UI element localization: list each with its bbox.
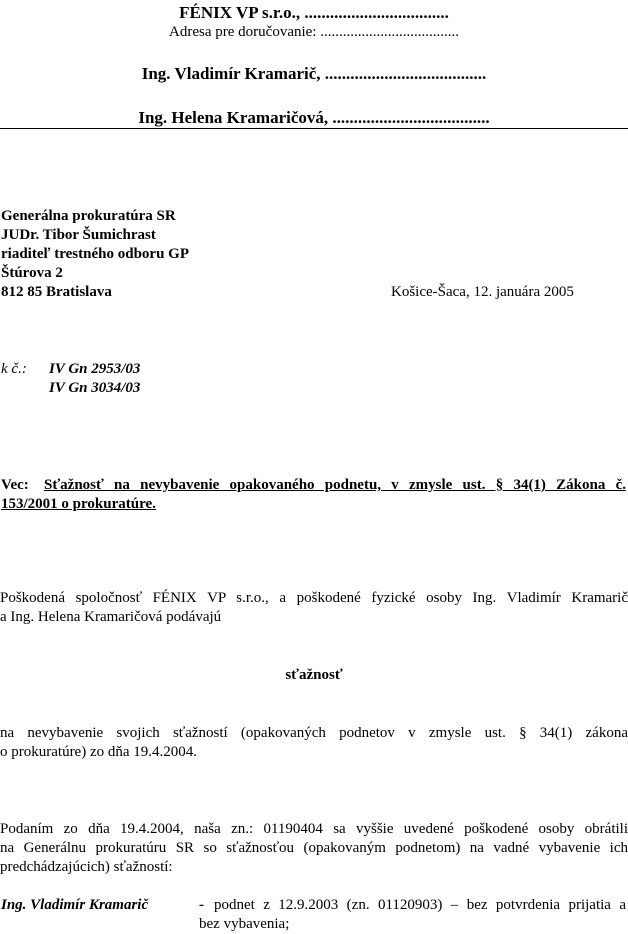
- company-header: FÉNIX VP s.r.o., ..................................: [179, 3, 449, 22]
- subject-text-line1: Sťažnosť na nevybavenie opakovaného podnetu, v zmysle ust. § 34(1) Zákona č.: [44, 477, 626, 493]
- paragraph-history-line2: na Generálnu prokuratúru SR so sťažnosťou (opakovaným podnetom) na vadné vybavenie ich: [0, 840, 628, 856]
- complaint-heading: sťažnosť: [285, 667, 343, 683]
- recipient-line: Generálna prokuratúra SR: [1, 208, 176, 224]
- subject-label: Vec:: [1, 477, 29, 493]
- list-item-dash: -: [199, 897, 204, 913]
- reference-number: IV Gn 2953/03: [49, 361, 141, 377]
- paragraph-history: [0, 820, 628, 877]
- delivery-address-line: Adresa pre doručovanie: .....................................: [169, 24, 459, 40]
- reference-number: IV Gn 3034/03: [49, 380, 141, 396]
- list-item-name: Ing. Vladimír Kramarič: [1, 897, 149, 913]
- list-item-text: [214, 896, 626, 915]
- recipient-line: JUDr. Tibor Šumichrast: [1, 227, 156, 243]
- paragraph-history-line1: Podaním zo dňa 19.4.2004, naša zn.: 01190404 sa vyššie uvedené poškodené osoby obrátili: [0, 821, 628, 837]
- paragraph-intro: [0, 589, 628, 627]
- person-kramaric-header: Ing. Vladimír Kramarič, ......................................: [141, 64, 487, 83]
- paragraph-history-line3: predchádzajúcich) sťažností:: [0, 859, 173, 875]
- recipient-line: riaditeľ trestného odboru GP: [1, 246, 189, 262]
- recipient-line: Štúrova 2: [1, 265, 63, 281]
- recipient-line: 812 85 Bratislava: [1, 284, 112, 300]
- subject-text-line2: 153/2001 o prokuratúre.: [1, 496, 156, 512]
- list-item-text-line1: podnet z 12.9.2003 (zn. 01120903) – bez potvrdenia prijatia a: [214, 897, 626, 913]
- paragraph-complaint-object: [0, 724, 628, 762]
- header-divider: [0, 128, 628, 129]
- paragraph-intro-line1: Poškodená spoločnosť FÉNIX VP s.r.o., a poškodené fyzické osoby Ing. Vladimír Kramarič: [0, 590, 628, 606]
- reference-label: k č.:: [1, 361, 27, 377]
- list-item-text-line2: bez vybavenia;: [199, 916, 290, 932]
- paragraph-complaint-object-line1: na nevybavenie svojich sťažností (opakovaných podnetov v zmysle ust. § 34(1) zákona: [0, 725, 628, 741]
- person-kramaricova-header: Ing. Helena Kramaričová, .....................................: [138, 108, 490, 127]
- paragraph-complaint-object-line2: o prokuratúre) zo dňa 19.4.2004.: [0, 744, 198, 760]
- paragraph-intro-line2: a Ing. Helena Kramaričová podávajú: [0, 609, 222, 625]
- place-date: Košice-Šaca, 12. januára 2005: [391, 284, 574, 300]
- subject-line: [44, 476, 626, 495]
